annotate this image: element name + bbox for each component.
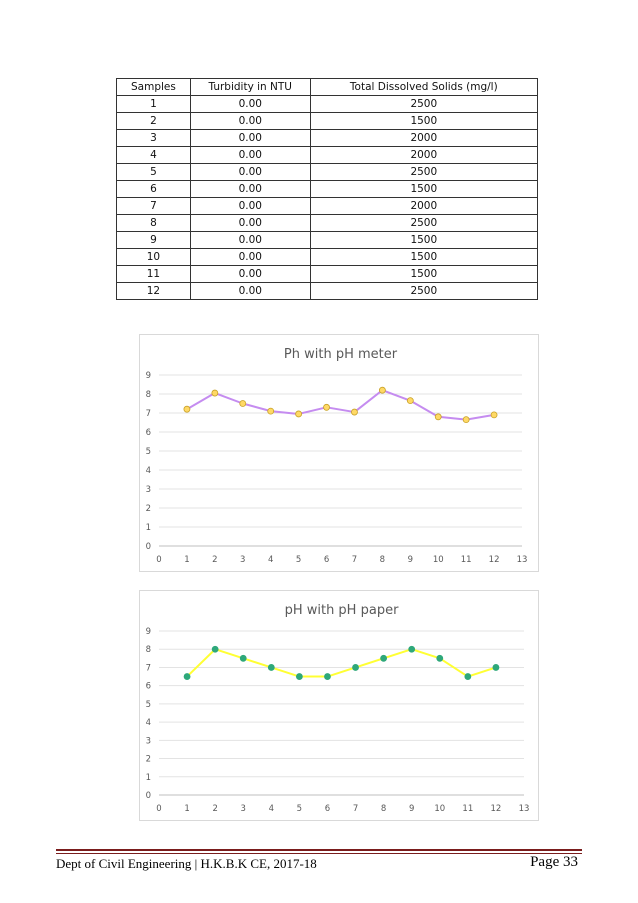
x-tick-label: 5 [295,555,302,565]
cell-sample: 9 [117,232,191,249]
y-tick-label: 6 [145,681,151,692]
cell-turbidity: 0.00 [190,164,310,181]
x-tick-label: 13 [516,555,528,565]
table-row [117,215,538,232]
y-tick-label: 4 [145,718,151,729]
cell-sample: 5 [117,164,191,181]
table-row [117,164,538,181]
series-line [187,390,494,419]
y-tick-label: 8 [145,390,151,400]
table-row [117,113,538,130]
footer-department: Dept of Civil Engineering | H.K.B.K CE, 2017-18 [56,856,317,871]
table-header-row [117,79,538,96]
table-row [117,130,538,147]
header-samples: Samples [117,79,191,96]
x-tick-label: 10 [434,804,446,814]
x-tick-label: 0 [156,804,162,814]
ph-meter-chart-svg [140,335,538,571]
y-tick-label: 2 [145,754,151,765]
data-point [407,398,413,404]
chart-title: Ph with pH meter [283,347,398,362]
x-tick-label: 2 [212,555,218,565]
series-line [187,649,496,676]
x-tick-label: 2 [212,804,218,814]
x-tick-label: 1 [184,555,190,565]
data-point [184,674,190,680]
x-tick-label: 8 [379,555,386,565]
cell-tds: 2500 [310,215,537,232]
x-tick-label: 12 [490,804,502,814]
cell-sample: 6 [117,181,191,198]
data-point [465,674,471,680]
cell-sample: 10 [117,249,191,266]
cell-sample: 12 [117,283,191,300]
cell-sample: 11 [117,266,191,283]
x-tick-label: 3 [240,804,246,814]
cell-sample: 1 [117,96,191,113]
cell-tds: 2500 [310,96,537,113]
table-row [117,266,538,283]
data-point [353,664,359,670]
data-point [379,387,385,393]
x-tick-label: 6 [324,804,331,814]
x-tick-label: 13 [518,804,530,814]
y-tick-label: 1 [145,523,151,533]
data-point [437,655,443,661]
data-point [212,390,218,396]
cell-tds: 2000 [310,198,537,215]
cell-tds: 1500 [310,181,537,198]
ph-paper-chart-svg [140,591,538,820]
cell-sample: 3 [117,130,191,147]
table-row [117,198,538,215]
data-point [409,646,415,652]
x-tick-label: 11 [462,804,474,814]
data-point [381,655,387,661]
table-row [117,249,538,266]
table-row [117,96,538,113]
y-tick-label: 3 [145,736,151,747]
y-tick-label: 2 [145,504,151,514]
y-tick-label: 9 [145,627,151,637]
x-tick-label: 12 [488,555,500,565]
cell-tds: 2000 [310,147,537,164]
cell-turbidity: 0.00 [190,198,310,215]
footer-rule-thin [56,853,582,854]
data-point [491,412,497,418]
data-point [268,664,274,670]
cell-turbidity: 0.00 [190,232,310,249]
cell-sample: 4 [117,147,191,164]
cell-turbidity: 0.00 [190,283,310,300]
cell-turbidity: 0.00 [190,249,310,266]
table-row [117,181,538,198]
x-tick-label: 11 [460,555,472,565]
table-row [117,232,538,249]
x-tick-label: 3 [240,555,246,565]
x-tick-label: 9 [407,555,414,565]
cell-turbidity: 0.00 [190,147,310,164]
cell-sample: 2 [117,113,191,130]
x-tick-label: 7 [352,804,359,814]
footer-page-number: Page 33 [530,854,578,870]
data-point [268,408,274,414]
cell-tds: 1500 [310,266,537,283]
y-tick-label: 8 [145,645,151,656]
y-tick-label: 5 [145,447,151,457]
y-tick-label: 6 [145,428,151,438]
x-tick-label: 4 [268,804,275,814]
data-point [240,655,246,661]
x-tick-label: 7 [351,555,358,565]
cell-turbidity: 0.00 [190,266,310,283]
cell-turbidity: 0.00 [190,96,310,113]
cell-turbidity: 0.00 [190,215,310,232]
data-point [463,417,469,423]
x-tick-label: 9 [408,804,415,814]
cell-tds: 1500 [310,232,537,249]
data-point [324,674,330,680]
x-tick-label: 10 [432,555,444,565]
cell-tds: 2000 [310,130,537,147]
data-point [212,646,218,652]
cell-tds: 1500 [310,113,537,130]
y-tick-label: 1 [145,772,151,783]
data-point [240,401,246,407]
cell-tds: 2500 [310,164,537,181]
y-tick-label: 9 [145,371,151,381]
data-point [493,664,499,670]
table-row [117,147,538,164]
data-point [296,674,302,680]
data-point [324,404,330,410]
cell-turbidity: 0.00 [190,130,310,147]
data-point [296,411,302,417]
header-turbidity: Turbidity in NTU [190,79,310,96]
cell-sample: 8 [117,215,191,232]
tds-turbidity-table [116,78,538,300]
header-tds: Total Dissolved Solids (mg/l) [310,79,537,96]
ph-meter-chart [139,334,539,572]
data-point [435,414,441,420]
footer-rule [56,849,582,851]
ph-paper-chart [139,590,539,821]
cell-turbidity: 0.00 [190,113,310,130]
y-tick-label: 0 [145,791,151,801]
cell-tds: 1500 [310,249,537,266]
y-tick-label: 7 [145,409,151,419]
cell-tds: 2500 [310,283,537,300]
x-tick-label: 6 [323,555,330,565]
y-tick-label: 7 [145,663,151,674]
x-tick-label: 5 [296,804,303,814]
table-row [117,283,538,300]
x-tick-label: 4 [267,555,274,565]
cell-turbidity: 0.00 [190,181,310,198]
y-tick-label: 4 [145,466,151,476]
x-tick-label: 8 [380,804,387,814]
y-tick-label: 5 [145,699,151,710]
y-tick-label: 3 [145,485,151,495]
chart-title: pH with pH paper [284,603,399,618]
data-point [351,409,357,415]
y-tick-label: 0 [145,542,151,552]
x-tick-label: 1 [184,804,190,814]
data-point [184,406,190,412]
x-tick-label: 0 [156,555,162,565]
cell-sample: 7 [117,198,191,215]
